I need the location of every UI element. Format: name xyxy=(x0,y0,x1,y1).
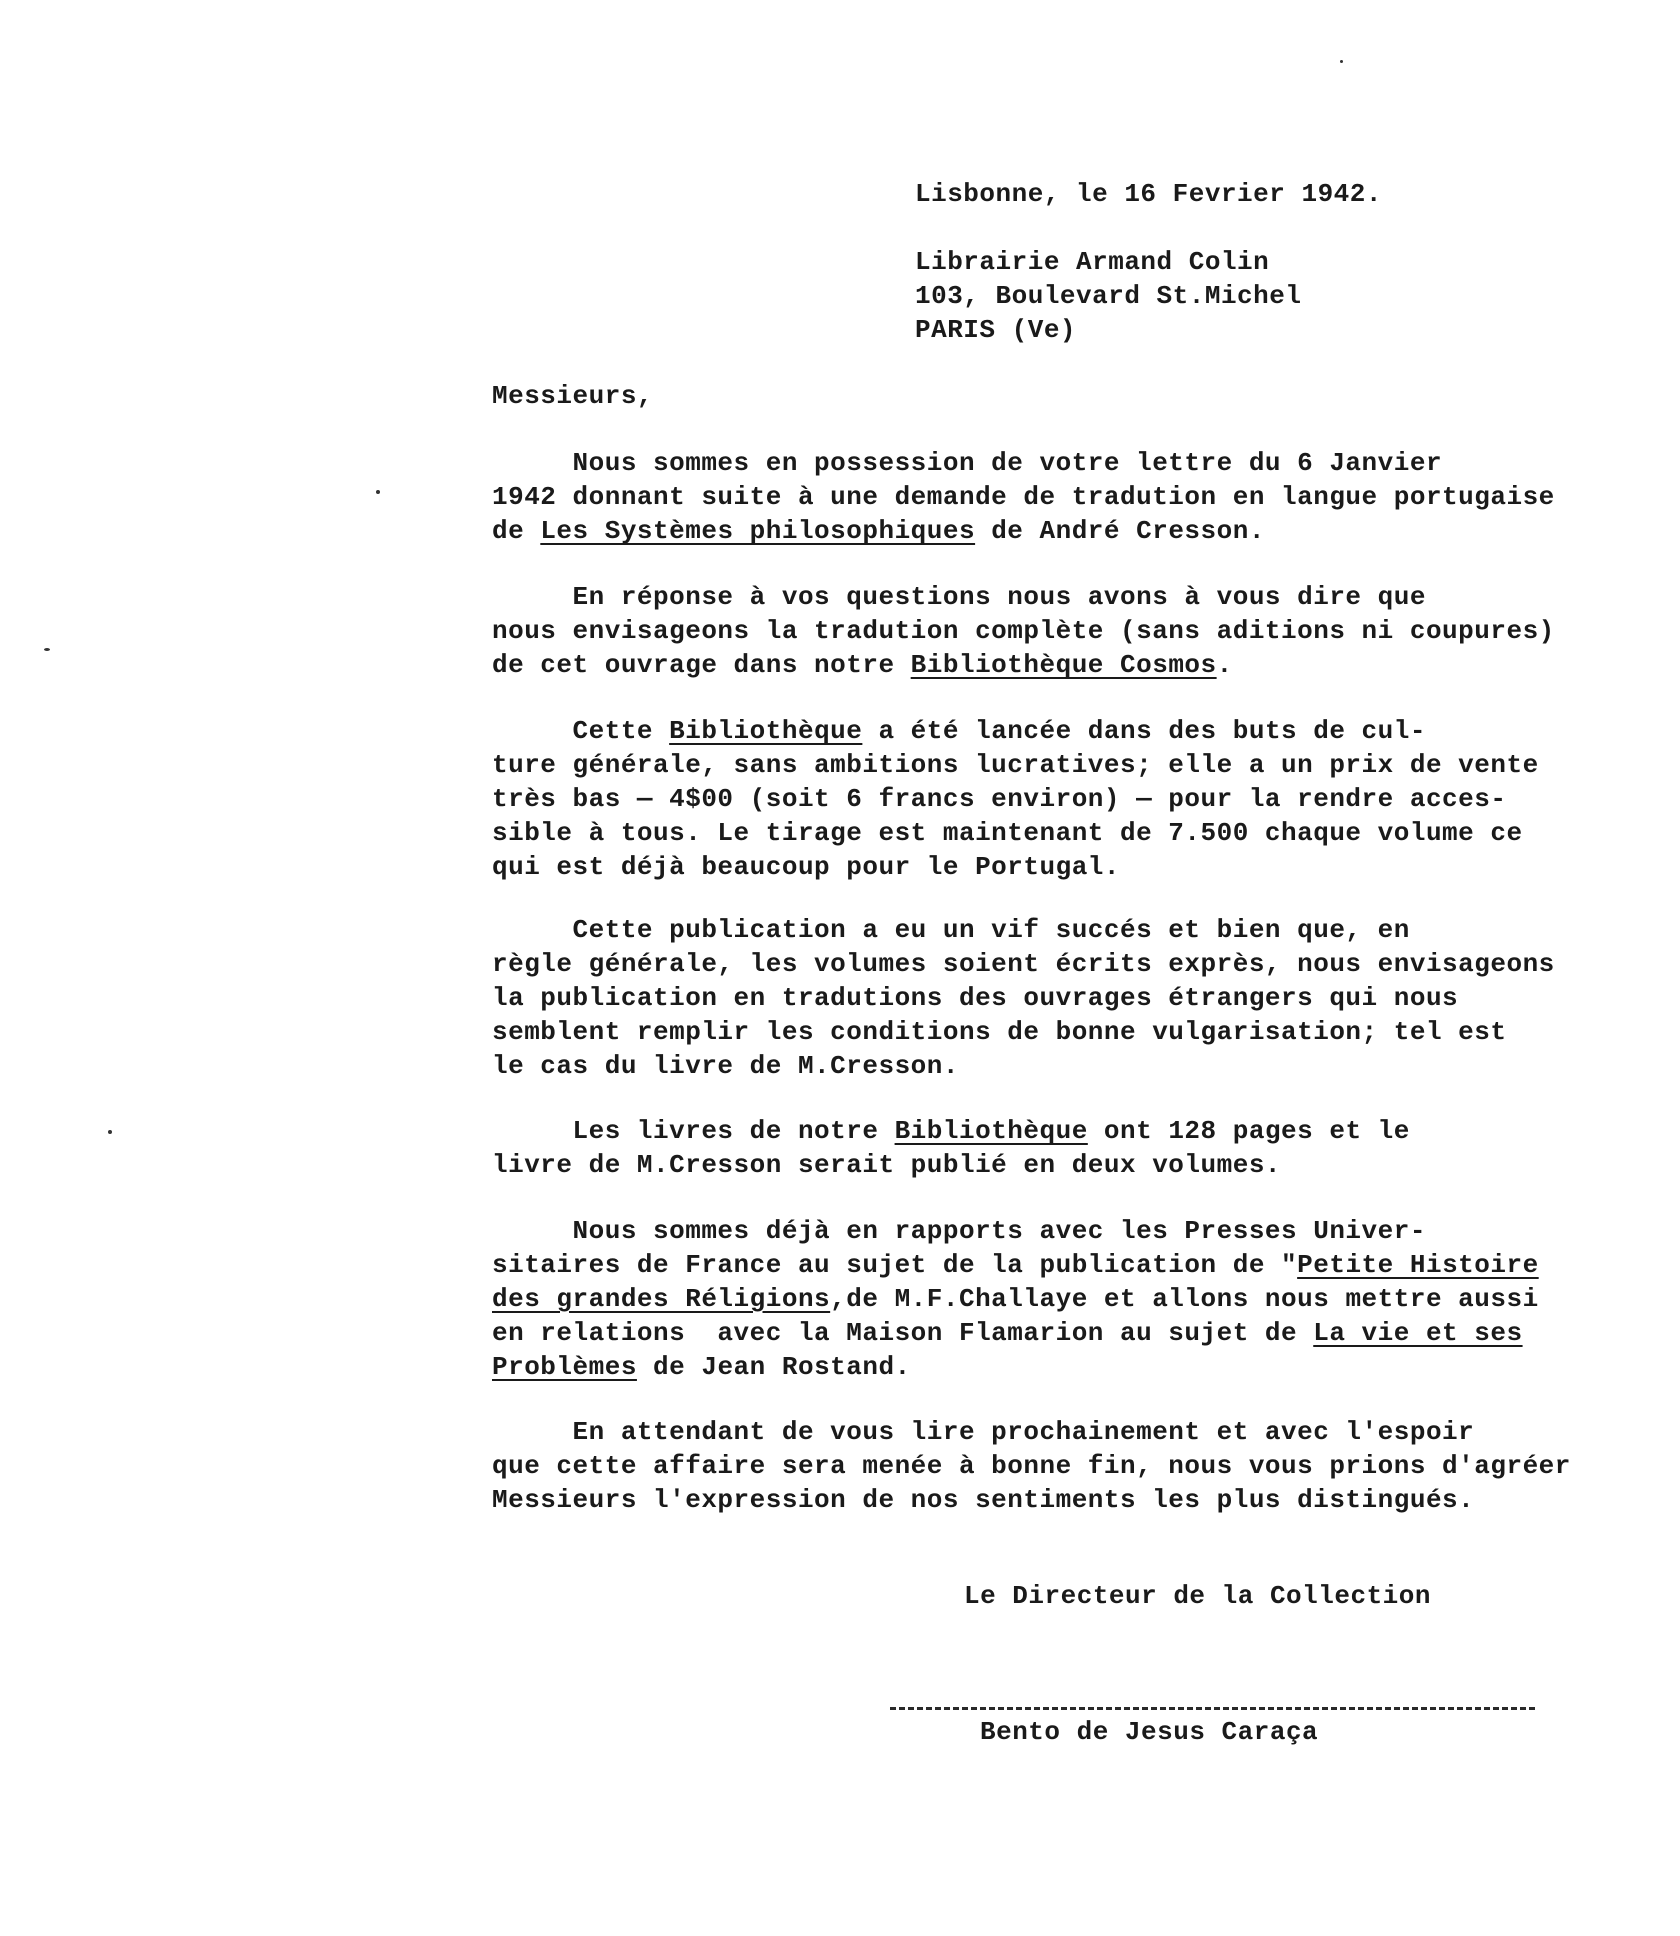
paragraph-line: sitaires de France au sujet de la publication de "Petite Histoire xyxy=(492,1250,1539,1280)
paragraph-line: livre de M.Cresson serait publié en deux volumes. xyxy=(492,1150,1282,1180)
paragraph-line: qui est déjà beaucoup pour le Portugal. xyxy=(492,852,1120,882)
paragraph-line: En attendant de vous lire prochainement et avec l'espoir xyxy=(492,1417,1475,1447)
scan-speck xyxy=(108,1130,112,1134)
collection-title: Bibliothèque xyxy=(669,716,863,746)
paragraph-line: sible à tous. Le tirage est maintenant de 7.500 chaque volume ce xyxy=(492,818,1523,848)
paragraph-line: règle générale, les volumes soient écrits exprès, nous envisageons xyxy=(492,949,1555,979)
paragraph-line: de Les Systèmes philosophiques de André Cresson. xyxy=(492,516,1265,546)
scan-speck xyxy=(376,490,380,494)
paragraph-line: semblent remplir les conditions de bonne vulgarisation; tel est xyxy=(492,1017,1507,1047)
paragraph-line: Nous sommes en possession de votre lettre du 6 Janvier xyxy=(492,448,1443,478)
recipient-city: PARIS (Ve) xyxy=(915,315,1077,345)
paragraph-line: en relations avec la Maison Flamarion au sujet de La vie et ses xyxy=(492,1318,1523,1348)
paragraph-line: Cette publication a eu un vif succés et bien que, en xyxy=(492,915,1410,945)
book-title: La vie et ses xyxy=(1313,1318,1523,1348)
paragraph-line: 1942 donnant suite à une demande de tradution en langue portugaise xyxy=(492,482,1555,512)
collection-title: Bibliothèque Cosmos xyxy=(910,650,1217,680)
paragraph-line: de cet ouvrage dans notre Bibliothèque Cosmos. xyxy=(492,650,1233,680)
paragraph-line: très bas — 4$00 (soit 6 francs environ) — pour la rendre acces- xyxy=(492,784,1507,814)
paragraph-line: En réponse à vos questions nous avons à vous dire que xyxy=(492,582,1426,612)
book-title: Petite Histoire xyxy=(1297,1250,1539,1280)
paragraph-line: Problèmes de Jean Rostand. xyxy=(492,1352,911,1382)
paragraph-line: Nous sommes déjà en rapports avec les Presses Univer- xyxy=(492,1216,1426,1246)
signature-line xyxy=(890,1707,1535,1710)
paragraph-line: la publication en tradutions des ouvrages étrangers qui nous xyxy=(492,983,1459,1013)
paragraph-line: ture générale, sans ambitions lucratives; elle a un prix de vente xyxy=(492,750,1539,780)
salutation: Messieurs, xyxy=(492,381,654,411)
paragraph-line: que cette affaire sera menée à bonne fin, nous vous prions d'agréer xyxy=(492,1451,1571,1481)
book-title: des grandes Réligions xyxy=(492,1284,831,1314)
recipient-name: Librairie Armand Colin xyxy=(915,247,1270,277)
book-title: Les Systèmes philosophiques xyxy=(540,516,976,546)
paragraph-line: Cette Bibliothèque a été lancée dans des buts de cul- xyxy=(492,716,1426,746)
book-title: Problèmes xyxy=(492,1352,637,1382)
paragraph-line: des grandes Réligions,de M.F.Challaye et allons nous mettre aussi xyxy=(492,1284,1539,1314)
signatory-name: Bento de Jesus Caraça xyxy=(980,1717,1319,1747)
collection-title: Bibliothèque xyxy=(894,1116,1088,1146)
paragraph-line: nous envisageons la tradution complète (sans aditions ni coupures) xyxy=(492,616,1555,646)
paragraph-line: le cas du livre de M.Cresson. xyxy=(492,1051,959,1081)
scan-speck xyxy=(44,648,50,651)
closing-title: Le Directeur de la Collection xyxy=(964,1581,1431,1611)
paragraph-line: Les livres de notre Bibliothèque ont 128 pages et le xyxy=(492,1116,1410,1146)
paragraph-line: Messieurs l'expression de nos sentiments les plus distingués. xyxy=(492,1485,1475,1515)
scan-speck xyxy=(1340,60,1343,63)
recipient-street: 103, Boulevard St.Michel xyxy=(915,281,1302,311)
letter-date: Lisbonne, le 16 Fevrier 1942. xyxy=(915,179,1382,209)
